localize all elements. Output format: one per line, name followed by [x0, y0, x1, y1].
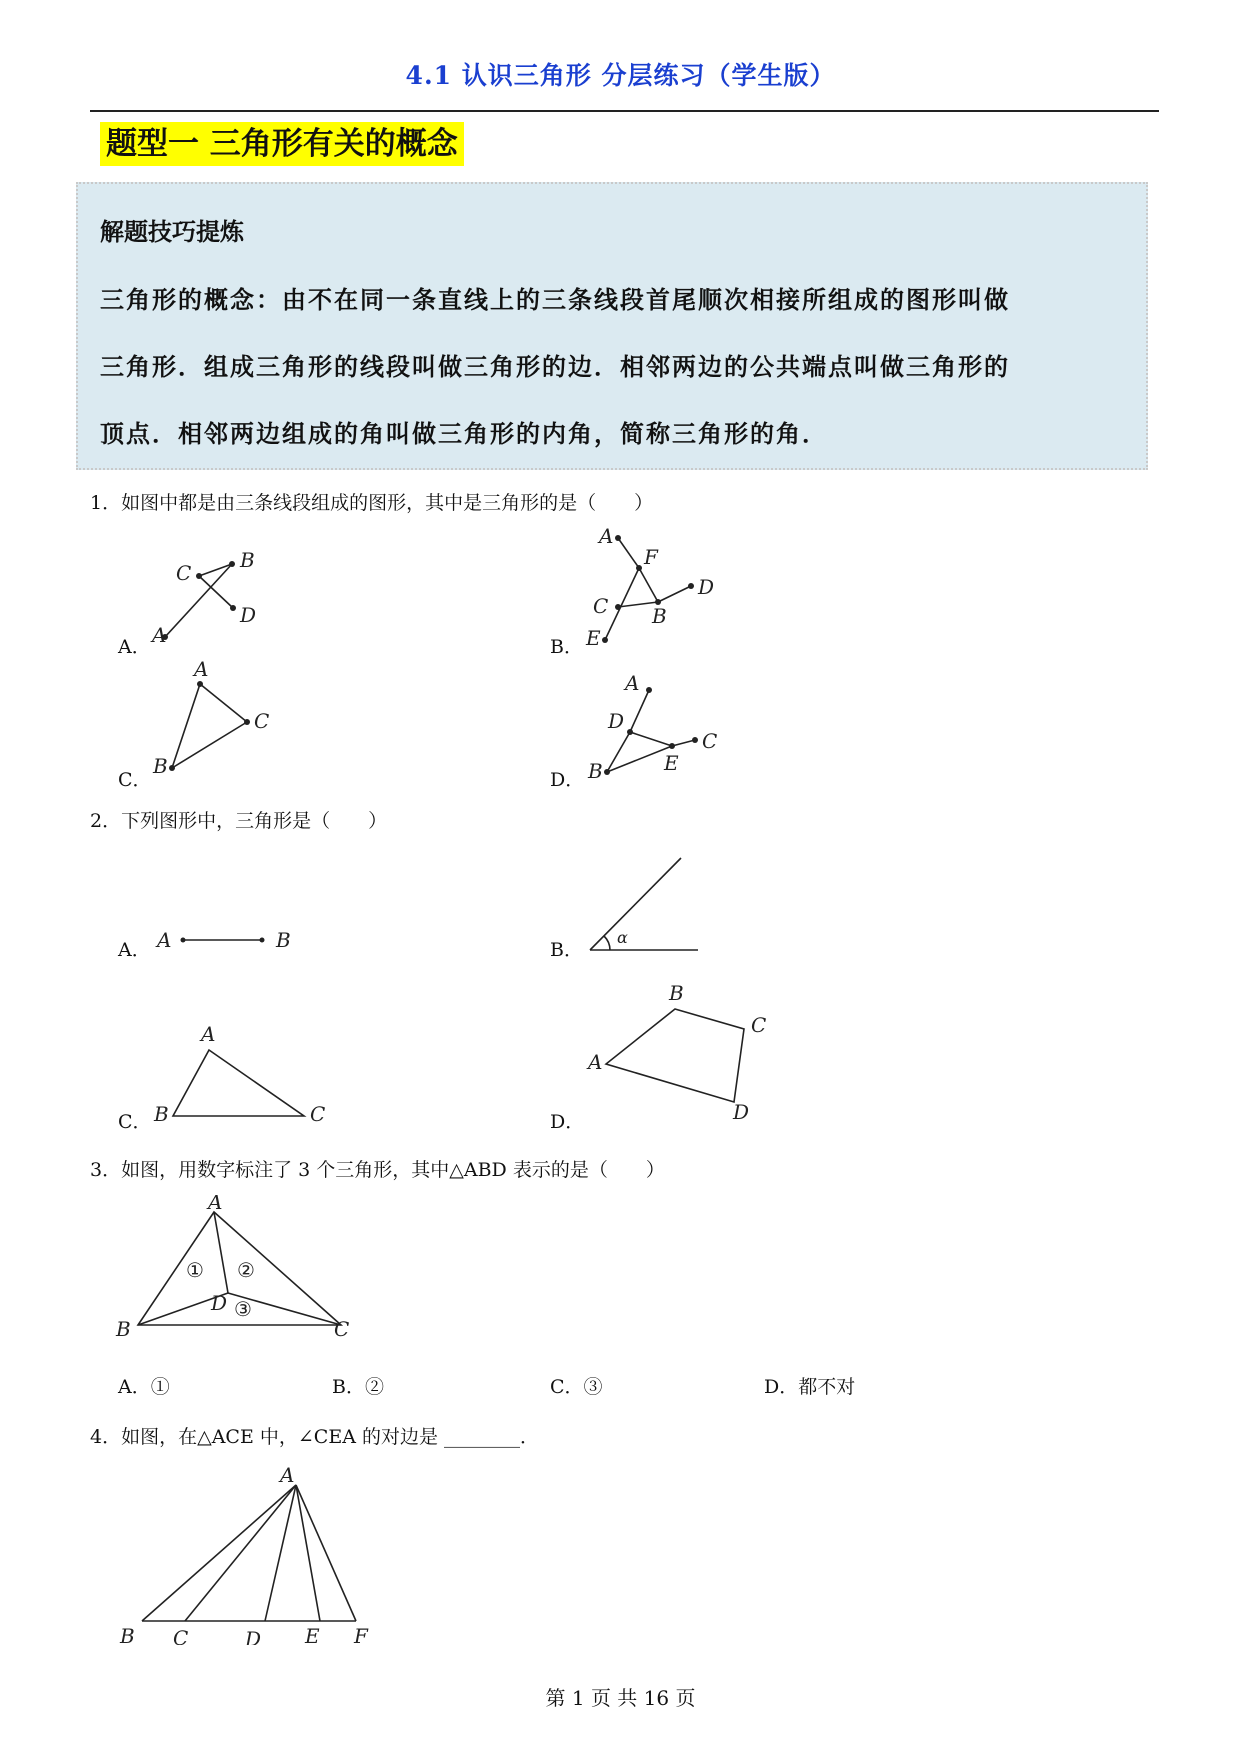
q2-figure-d: [580, 980, 780, 1120]
label-f: F: [354, 1624, 368, 1645]
label-c: C: [176, 561, 192, 585]
q1-option-c[interactable]: C．: [118, 769, 152, 791]
label-c: C: [310, 1102, 326, 1125]
label-a: A: [599, 524, 614, 548]
q3-option-d[interactable]: D．都不对: [764, 1376, 856, 1398]
label-c: C: [702, 729, 718, 753]
q2-figure-a: [150, 920, 300, 960]
tips-line-3: 顶点．相邻两边组成的角叫做三角形的内角，简称三角形的角．: [100, 420, 828, 448]
label-a: A: [194, 657, 209, 681]
label-e: E: [664, 751, 679, 775]
label-a: A: [152, 623, 167, 647]
label-e: E: [586, 626, 601, 650]
question-4-stem: 4．如图，在△ACE 中，∠CEA 的对边是 ________．: [90, 1426, 539, 1448]
q2-option-d[interactable]: D．: [550, 1111, 585, 1133]
label-b: B: [153, 754, 168, 778]
label-a: A: [208, 1195, 223, 1214]
label-b: B: [116, 1317, 131, 1341]
label-circle-2: ②: [237, 1258, 255, 1282]
label-a: A: [157, 928, 172, 952]
label-d: D: [240, 603, 257, 627]
label-d: D: [245, 1627, 262, 1645]
label-b: B: [276, 928, 291, 952]
label-e: E: [305, 1624, 320, 1645]
label-c: C: [173, 1626, 189, 1645]
label-c: C: [751, 1013, 767, 1037]
header-rule: [90, 110, 1159, 112]
label-circle-3: ③: [234, 1297, 252, 1321]
q1-option-b[interactable]: B．: [550, 636, 583, 658]
label-d: D: [733, 1100, 750, 1120]
label-b: B: [154, 1102, 169, 1125]
q3-option-b[interactable]: B．②: [332, 1376, 384, 1398]
label-c: C: [254, 709, 270, 733]
label-c: C: [593, 594, 609, 618]
q3-option-c[interactable]: C．③: [550, 1376, 603, 1398]
label-a: A: [280, 1465, 295, 1487]
q2-option-a[interactable]: A．: [118, 939, 151, 961]
q1-option-a[interactable]: A．: [118, 636, 151, 658]
q1-figure-c: [140, 655, 290, 780]
label-d: D: [608, 709, 625, 733]
q1-figure-b: [580, 520, 740, 650]
q2-option-b[interactable]: B．: [550, 939, 583, 961]
question-3-stem: 3．如图，用数字标注了 3 个三角形，其中△ABD 表示的是（ ）: [90, 1159, 665, 1181]
label-b: B: [588, 759, 603, 783]
q1-figure-a: [140, 540, 300, 650]
label-f: F: [644, 545, 658, 569]
tips-line-2: 三角形．组成三角形的线段叫做三角形的边．相邻两边的公共端点叫做三角形的: [100, 353, 1010, 381]
q3-option-a[interactable]: A．①: [118, 1376, 170, 1398]
label-d: D: [698, 575, 715, 599]
label-circle-1: ①: [186, 1258, 204, 1282]
label-b: B: [669, 981, 684, 1005]
question-1-stem: 1．如图中都是由三条线段组成的图形，其中是三角形的是（ ）: [90, 492, 654, 514]
page-footer: 第 1 页 共 16 页: [545, 1686, 696, 1710]
label-b: B: [240, 548, 255, 572]
q1-option-d[interactable]: D．: [550, 769, 585, 791]
q4-figure: [110, 1465, 390, 1645]
label-d: D: [211, 1291, 228, 1315]
label-a: A: [625, 671, 640, 695]
section-heading: 题型一 三角形有关的概念: [100, 122, 464, 166]
q2-figure-b: [580, 850, 710, 960]
tips-title: 解题技巧提炼: [100, 218, 244, 246]
label-a: A: [588, 1050, 603, 1074]
q1-figure-d: [580, 670, 740, 785]
question-2-stem: 2．下列图形中，三角形是（ ）: [90, 810, 388, 832]
q2-option-c[interactable]: C．: [118, 1111, 152, 1133]
q2-figure-c: [150, 1020, 340, 1125]
label-alpha: α: [617, 928, 628, 947]
page-title: 4.1 认识三角形 分层练习（学生版）: [405, 61, 836, 90]
label-b: B: [120, 1624, 135, 1645]
label-b: B: [652, 604, 667, 628]
tips-line-1: 三角形的概念：由不在同一条直线上的三条线段首尾顺次相接所组成的图形叫做: [100, 286, 1010, 314]
label-a: A: [201, 1022, 216, 1046]
q3-figure: [110, 1195, 370, 1345]
label-c: C: [334, 1317, 350, 1341]
